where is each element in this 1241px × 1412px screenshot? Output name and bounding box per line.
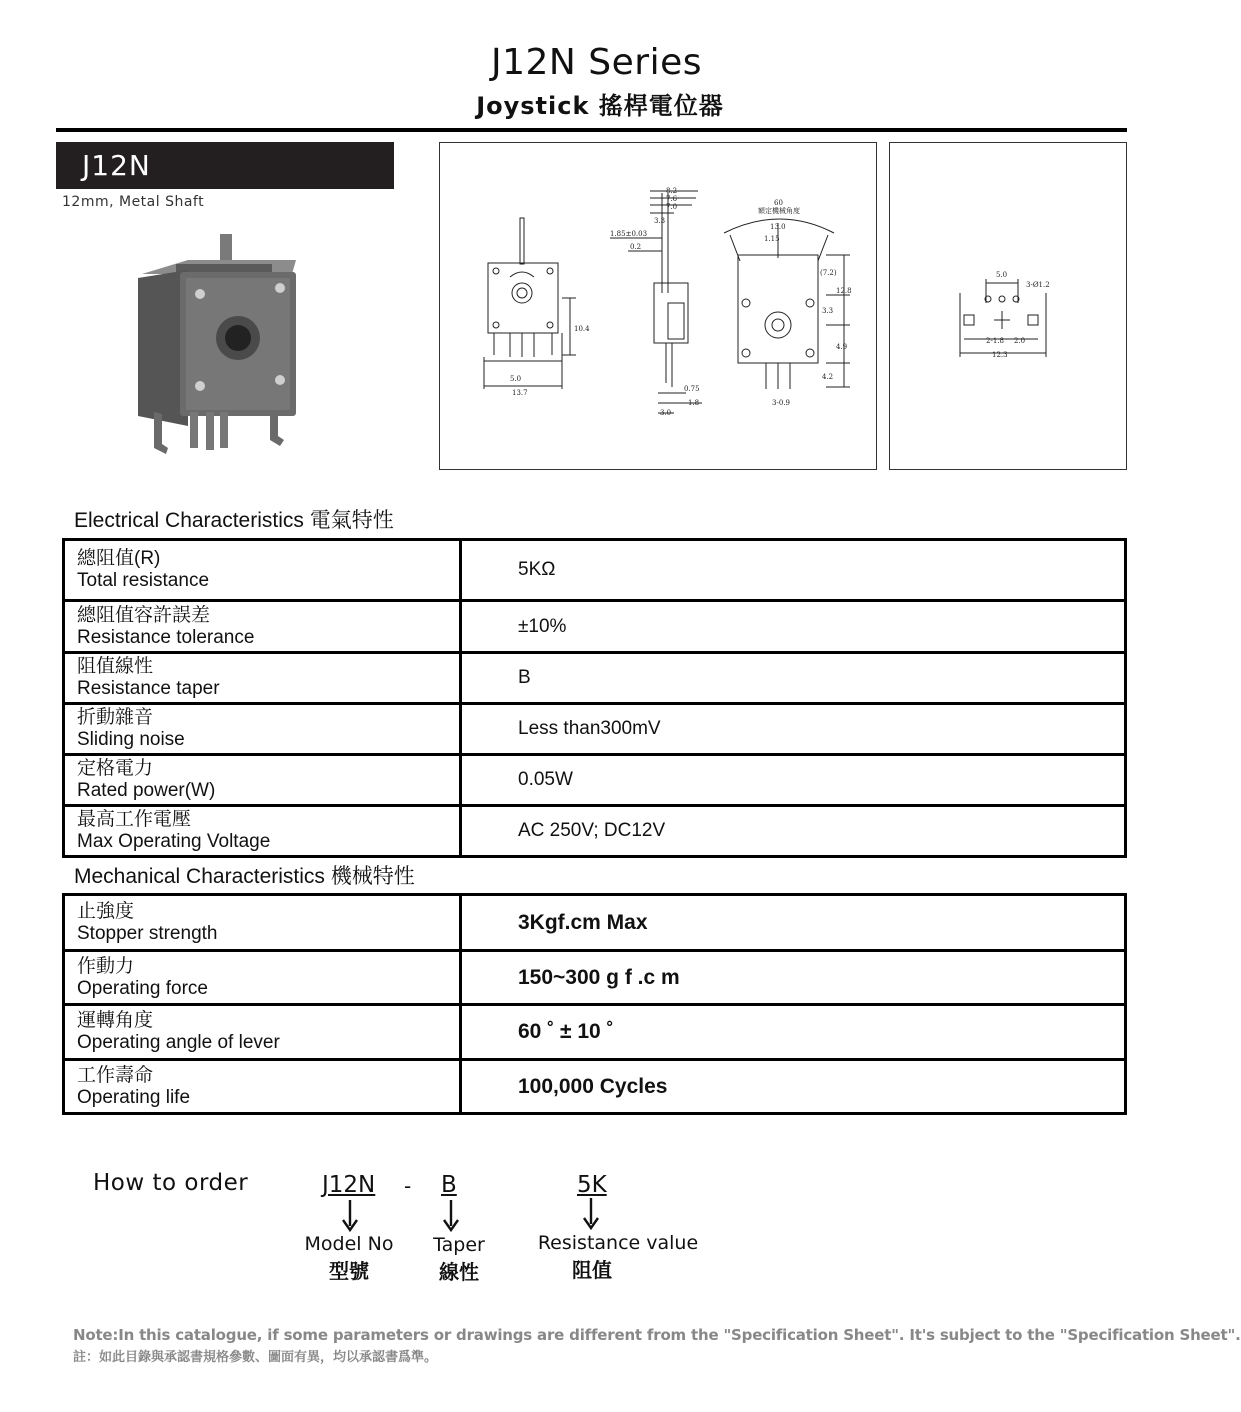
- mechanical-table: [62, 893, 1127, 1115]
- param-zh: 運轉角度: [77, 1010, 154, 1031]
- dim-front-2: 10.4: [574, 325, 590, 333]
- dim-side-6: 0.75: [684, 385, 700, 393]
- param-zh: 止強度: [77, 900, 135, 922]
- order-code-model: J12N: [322, 1172, 376, 1198]
- rear-view: [724, 219, 850, 389]
- param-zh: 總阻值容許誤差: [77, 604, 211, 626]
- pcb-dim-4: 12.3: [992, 351, 1008, 359]
- dim-rear-2: 13.0: [770, 223, 786, 231]
- dim-rear-1: 額定機械角度: [758, 207, 800, 215]
- order-label-taper-zh: 線性: [439, 1260, 479, 1284]
- model-name-bar: [56, 142, 394, 189]
- param-en: Resistance taper: [77, 678, 220, 699]
- page-title: J12N Series: [490, 42, 702, 83]
- order-code-resistance: 5K: [577, 1172, 607, 1198]
- table-row: [64, 895, 1126, 951]
- dim-side-4: 1.85±0.03: [610, 230, 648, 238]
- footer-note: Note:In this catalogue, if some parameters or drawings are different from the "Specification Sheet". It's subject to the "Specification Sheet".: [73, 1326, 1241, 1344]
- product-photo: [128, 226, 300, 458]
- mechanical-heading: Mechanical Characteristics 機械特性: [74, 865, 415, 888]
- param-zh: 定格電力: [77, 758, 154, 779]
- header-rule: [56, 128, 1127, 132]
- table-row: [64, 704, 1126, 755]
- param-value: ±10%: [461, 601, 1126, 653]
- order-label-model-zh: 型號: [329, 1259, 369, 1283]
- dim-rear-7: 4.9: [836, 343, 848, 351]
- table-row: [64, 951, 1126, 1005]
- table-row: [64, 755, 1126, 806]
- pcb-dim-2: 2-1.8: [986, 337, 1004, 345]
- dim-rear-0: 60: [774, 199, 783, 207]
- param-en: Operating force: [77, 977, 208, 999]
- param-value: 150~300 g f .c m: [461, 951, 1126, 1005]
- order-label-resistance: Resistance value: [537, 1232, 699, 1254]
- dim-rear-4: (7.2): [820, 269, 837, 277]
- table-row: [64, 601, 1126, 653]
- table-row: [64, 806, 1126, 857]
- dim-side-8: 3.0: [660, 409, 672, 417]
- dim-side-3: 3.3: [654, 217, 666, 225]
- table-row: [64, 540, 1126, 601]
- dim-rear-3: 1.15: [764, 235, 780, 243]
- param-en: Total resistance: [77, 570, 210, 591]
- param-zh: 阻值線性: [77, 656, 154, 677]
- dim-front-1: 5.0: [510, 375, 522, 383]
- page-subtitle: Joystick 搖桿電位器: [476, 92, 724, 120]
- param-value: Less than300mV: [461, 704, 1126, 755]
- param-en: Operating angle of lever: [77, 1032, 280, 1053]
- dim-side-5: 0.2: [630, 243, 642, 251]
- param-value: 0.05W: [461, 755, 1126, 806]
- order-label-resistance-zh: 阻值: [572, 1258, 612, 1282]
- param-zh: 總阻值(R): [77, 548, 161, 569]
- pcb-dim-1: 3-Ø1.2: [1026, 281, 1050, 289]
- electrical-heading: Electrical Characteristics 電氣特性: [74, 509, 394, 532]
- shaft-note: 12mm, Metal Shaft: [62, 194, 205, 210]
- param-en: Resistance tolerance: [77, 626, 255, 648]
- pcb-layout-drawing: [889, 142, 1127, 470]
- param-en: Max Operating Voltage: [77, 831, 271, 852]
- table-row: [64, 653, 1126, 704]
- order-code-taper: B: [441, 1172, 457, 1198]
- dim-front-0: 13.7: [512, 389, 528, 397]
- param-value: 100,000 Cycles: [461, 1060, 1126, 1114]
- model-name: J12N: [82, 149, 151, 182]
- pcb-dim-0: 5.0: [996, 271, 1008, 279]
- electrical-table: [62, 538, 1127, 858]
- param-value: 3Kgf.cm Max: [461, 895, 1126, 951]
- param-value: B: [461, 653, 1126, 704]
- param-en: Rated power(W): [77, 780, 216, 801]
- param-en: Operating life: [77, 1086, 191, 1108]
- param-en: Sliding noise: [77, 729, 185, 750]
- footer-note-zh: 註：如此目錄與承認書規格參數、圖面有異，均以承認書爲準。: [73, 1350, 438, 1365]
- param-en: Stopper strength: [77, 922, 218, 944]
- table-row: [64, 1005, 1126, 1060]
- order-label-taper: Taper: [433, 1234, 485, 1256]
- param-zh: 折動雜音: [77, 707, 154, 728]
- param-zh: 工作壽命: [77, 1064, 154, 1086]
- param-zh: 最高工作電壓: [77, 809, 192, 830]
- arrow-down-icon: [441, 1200, 461, 1234]
- dim-rear-9: 3-0.9: [772, 399, 790, 407]
- dim-side-1: 7.6: [666, 195, 678, 203]
- arrow-down-icon: [340, 1200, 360, 1234]
- order-label-model: Model No: [304, 1233, 394, 1255]
- param-value: AC 250V; DC12V: [461, 806, 1126, 857]
- pcb-dim-3: 2.0: [1014, 337, 1026, 345]
- arrow-down-icon: [581, 1198, 601, 1232]
- param-value: 5KΩ: [461, 540, 1126, 601]
- dimension-drawing: [439, 142, 877, 470]
- dim-rear-5: 12.8: [836, 287, 852, 295]
- front-view: [484, 218, 576, 389]
- order-dash: -: [404, 1174, 412, 1198]
- param-value: 60 ˚ ± 10 ˚: [461, 1005, 1126, 1060]
- dim-rear-8: 4.2: [822, 373, 834, 381]
- dim-side-7: 1.8: [688, 399, 700, 407]
- dim-side-2: 7.0: [666, 203, 678, 211]
- dim-rear-6: 3.3: [822, 307, 834, 315]
- dim-side-0: 8.2: [666, 187, 678, 195]
- param-zh: 作動力: [77, 955, 135, 977]
- how-to-order-label: How to order: [93, 1170, 249, 1196]
- table-row: [64, 1060, 1126, 1114]
